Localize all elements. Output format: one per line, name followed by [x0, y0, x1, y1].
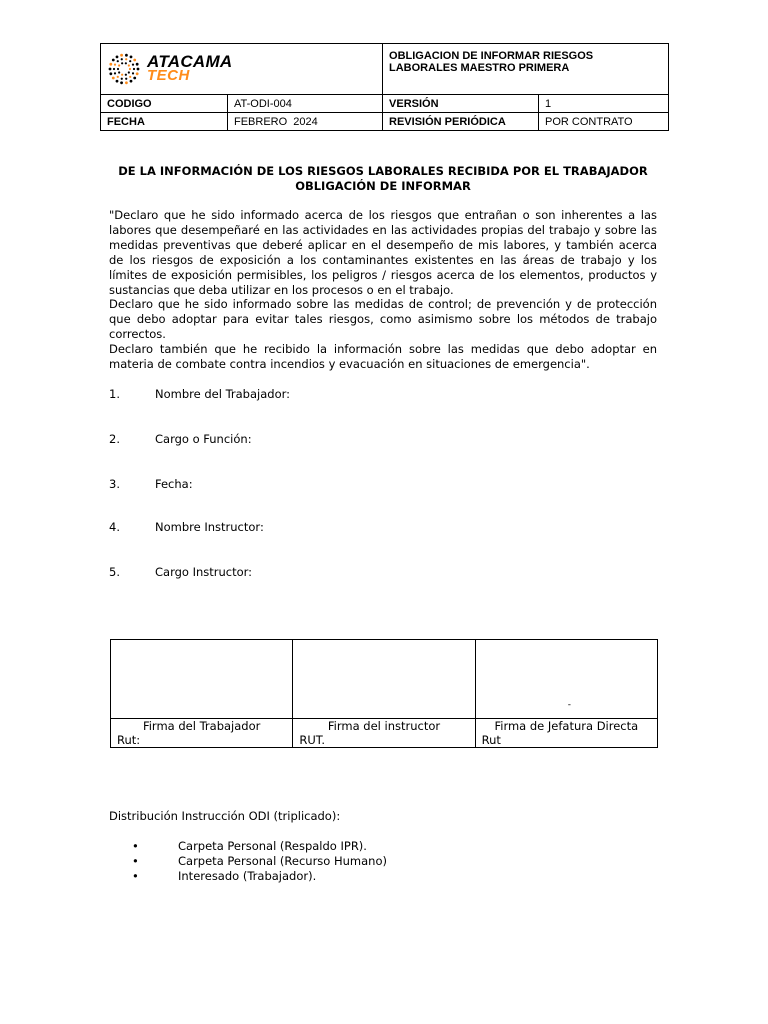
logo-brand: ATACAMA [147, 52, 233, 71]
distribution-heading: Distribución Instrucción ODI (triplicado): [109, 809, 341, 823]
field-position [109, 432, 252, 446]
field-label: Cargo o Función: [155, 432, 252, 446]
signature-box-instructor [293, 640, 475, 719]
company-logo [107, 52, 382, 86]
field-number: 5. [109, 565, 120, 579]
section-title-line1: DE LA INFORMACIÓN DE LOS RIESGOS LABORALES RECIBIDA POR EL TRABAJADOR [118, 164, 648, 178]
field-label: Fecha: [155, 477, 193, 491]
logo-sub: TECH [147, 67, 190, 84]
section-title-line2: OBLIGACIÓN DE INFORMAR [295, 179, 471, 193]
signature-box-worker [111, 640, 293, 719]
signature-id-label: RUT. [299, 733, 326, 747]
signature-mark: - [567, 700, 571, 710]
field-instructor-position [109, 565, 252, 579]
document-header [100, 43, 669, 131]
declaration-paragraph-2: Declaro que he sido informado sobre las medidas de control; de prevención y de protección que debo adoptar para evitar tales riesgos, como asimismo sobre los métodos de trabajo correctos. [109, 297, 657, 341]
signature-caption-worker [111, 719, 293, 748]
field-date [109, 477, 193, 491]
distribution-item-text: Carpeta Personal (Recurso Humano) [178, 854, 387, 868]
field-label: Nombre del Trabajador: [155, 387, 291, 401]
version-value: 1 [539, 95, 669, 113]
distribution-item [132, 839, 367, 853]
section-title [109, 164, 657, 194]
review-label: REVISIÓN PERIÓDICA [383, 113, 539, 131]
code-label: CODIGO [101, 95, 228, 113]
bullet-icon: • [132, 839, 139, 853]
field-number: 1. [109, 387, 120, 401]
bullet-icon: • [132, 854, 139, 868]
date-value: FEBRERO 2024 [228, 113, 383, 131]
field-label: Cargo Instructor: [155, 565, 253, 579]
signature-id-label: Rut [481, 733, 501, 747]
signature-caption: Firma de Jefatura Directa [494, 719, 639, 733]
signature-box-supervisor [475, 640, 657, 719]
field-label: Nombre Instructor: [155, 520, 264, 534]
signature-caption-supervisor [475, 719, 657, 748]
signature-caption: Firma del Trabajador [142, 719, 261, 733]
declaration-paragraph-3: Declaro también que he recibido la información sobre las medidas que debo adoptar en materia de combate contra incendios y evacuación en situaciones de emergencia". [109, 342, 657, 371]
version-label: VERSIÓN [383, 95, 539, 113]
bullet-icon: • [132, 869, 139, 883]
field-number: 4. [109, 520, 120, 534]
declaration-paragraph-1: "Declaro que he sido informado acerca de los riesgos que entrañan o son inherentes a las labores que desempeñaré en las actividades en las actividades propias del trabajo y sobre las medidas preventivas que deberé aplicar en el desempeño de mis labores, y también acerca de los riesgos de exposición a los contaminantes existentes en las áreas de trabajo y los límites de exposición permisibles, los peligros / riesgos acerca de los elementos, productos y sustancias que deba utilizar en los procesos o en el trabajo. [109, 208, 657, 297]
distribution-item [132, 869, 316, 883]
review-value: POR CONTRATO [539, 113, 669, 131]
distribution-item [132, 854, 387, 868]
signature-caption-instructor [293, 719, 475, 748]
sunburst-dots-icon [107, 52, 141, 86]
logo-cell [101, 44, 383, 95]
distribution-item-text: Interesado (Trabajador). [178, 869, 317, 883]
field-number: 2. [109, 432, 120, 446]
signature-id-label: Rut: [117, 733, 141, 747]
date-label: FECHA [101, 113, 228, 131]
signature-caption: Firma del instructor [327, 719, 441, 733]
distribution-item-text: Carpeta Personal (Respaldo IPR). [178, 839, 367, 853]
field-instructor-name [109, 520, 264, 534]
field-number: 3. [109, 477, 120, 491]
signature-table [110, 639, 658, 748]
document-title: OBLIGACION DE INFORMAR RIESGOS LABORALES MAESTRO PRIMERA [383, 44, 669, 95]
code-value: AT-ODI-004 [228, 95, 383, 113]
field-worker-name [109, 387, 290, 401]
